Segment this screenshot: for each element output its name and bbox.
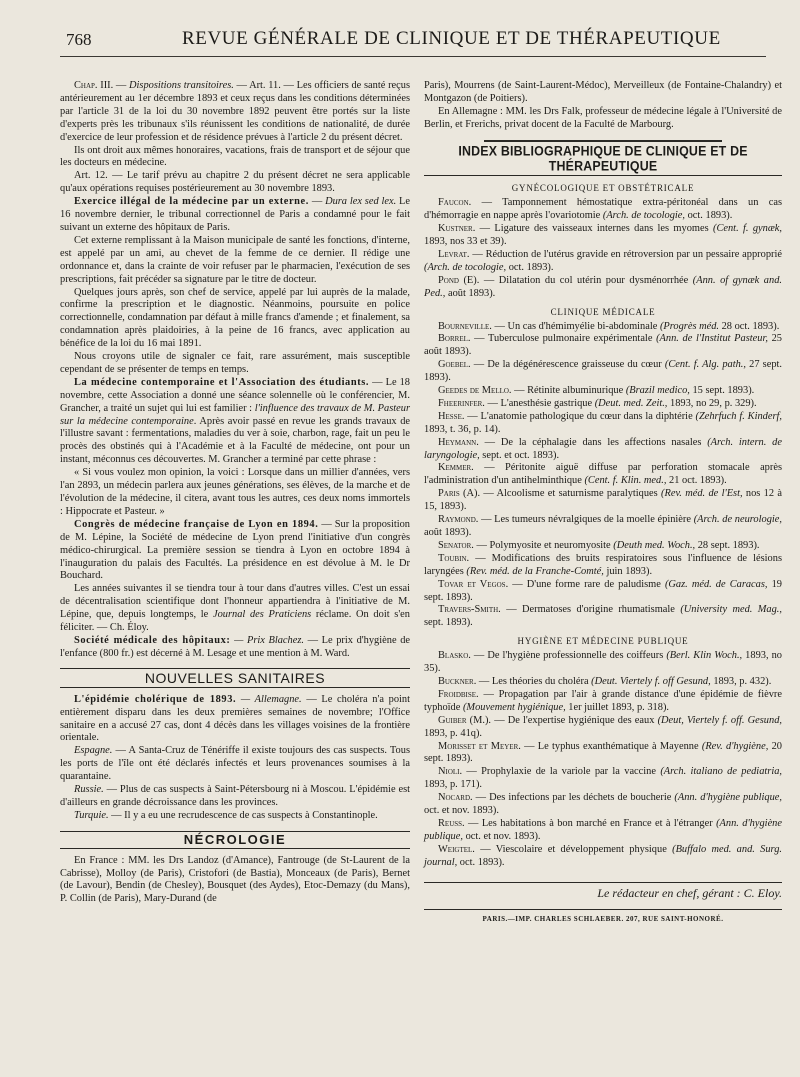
paragraph: Paris), Mourrens (de Saint-Laurent-Médoc), Merveilleux (de Fontaine-Chalandry) et Montgazon (de Poitiers). [424,80,782,104]
entry-text: — De la céphalagie dans les affections nasales [478,436,708,448]
index-entry [424,579,782,605]
entry-rest: oct. 1893). [457,856,505,868]
entry-source: (Arch. de tocologie, [602,210,686,222]
article-contemporaine: La médecine contemporaine et l'Association des étudiants. — Le 18 novembre, cette Association a donné une séance solennelle où le conférencier, M. Grancher, a traité un sujet qui lui est familier : l'influence des travaux de M. Pasteur sur la médecine contemporaine. Après avoir passé en revue les grands travaux de l'illustre savant : fermentations, maladies du ver à soie, charbon, rage, fait un peu le procès des obstinés qui à l'Académie et à la Faculté de médecine, ont pour un instant, méconnus ces découvertes. M. Grancher a terminé par cette phrase : [60,376,411,466]
index-entry [424,715,782,741]
entry-rest: 1er juillet 1893, p. 318). [565,701,670,713]
entry-author: Froidbise. [438,688,479,700]
entry-rest: 1893, no 29, p. 329). [667,397,757,409]
entry-author: Nocard. [438,792,473,804]
entry-source: (Mouvement hygiénique, [462,701,566,713]
entry-source: (Progrès méd. [659,320,719,332]
entry-author: Pond (E). [438,274,480,286]
quote: « Si vous voulez mon opinion, la voici : Lorsque dans un millier d'années, vers l'an 2893, un médecin parlera aux jeunes générations, ses élèves, de la marche et de l'évolution de la médecine, il citera, avant tous les autres, ces deux noms immortels : Hippocrate et Pasteur. » [60,467,410,517]
entry-text: — Viescolaire et développement physique [474,843,673,855]
entry-source: (Cent. f. Alg. path., [664,359,746,371]
index-entry [424,818,782,844]
entry-text: — Modifications des bruits respiratoires sous l'influence de lésions laryngées [424,552,782,577]
index-entry [424,359,782,385]
page-header [60,28,766,54]
entry-source: (Buffalo med. and. Surg. journal, [424,843,783,868]
right-column [424,80,782,926]
article-exercice: Exercice illégal de la médecine par un externe. — Dura lex sed lex. Le 16 novembre dernier, le tribunal correctionnel de Paris a condamné pour le fait suivant un externe des hôpitaux de Paris. [60,196,411,233]
index-entry [424,766,782,792]
entry-rest: 15 sept. 1893). [689,385,755,397]
printer-imprint: PARIS.—IMP. CHARLES SCHLAEBER. 207, RUE SAINT-HONORÉ. [424,909,782,926]
entry-source: (Arch. de tocologie, [424,261,507,273]
index-heading: INDEX BIBLIOGRAPHIQUE DE CLINIQUE ET DE THÉRAPEUTIQUE [458,142,748,174]
entry-author: Guiber (M.). [438,714,492,726]
entry-author: Kustner. [438,223,476,235]
article-epidemie: L'épidémie cholérique de 1893. — Allemagne. — Le choléra n'a point entièrement disparu dans les deux premières semaines de novembre; l'Office sanitaire en a accusé 27 cas, dont 4 décès dans les villages voisines de la frontière orientale. [60,693,411,744]
entry-rest: 1893, t. 36, p. 14). [424,423,501,435]
entry-author: Nioli. [438,766,463,778]
entry-text: — Polymyosite et neuromyosite [473,539,614,551]
index-entry [424,650,782,676]
entry-text: — Un cas d'hémimyélie bi-abdominale [491,320,660,332]
entry-text: — Tamponnement hémostatique extra-péritonéal dans un cas d'hémorragie en nappe après l'ovariotomie [424,197,782,222]
entry-rest: sept. 1893). [424,617,473,629]
entry-text: — Alcoolisme et saturnisme paralytiques [480,488,662,500]
entry-source: (Ann. de l'Institut Pasteur, [656,333,768,345]
index-rule [424,175,782,176]
index-entry [424,540,782,553]
entry-rest: 1893, p. 171). [424,779,483,791]
entry-author: Faucon. [438,197,472,209]
entry-source: (Deuth med. Woch., [613,539,696,551]
entry-author: Morisset et Meyer. [438,740,521,752]
entry-text: — Des infections par les déchets de boucherie [472,792,675,804]
section-heading-necrologie: NÉCROLOGIE [60,831,410,849]
index-entry [424,249,782,275]
editor-signature: Le rédacteur en chef, gérant : C. Eloy. [424,882,782,900]
index-entry [424,411,782,437]
entry-rest: oct. 1893). [685,210,733,222]
paragraph: Quelques jours après, son chef de service, appelé par lui auprès de la malade, confirme la prescription et le diagnostic. Néanmoins, poursuite en police correctionnelle, condamnation par défaut à mille francs d'amende ; et finalement, sa condamnation après plaidoiries, à la peine de 16 francs, avec application au bénéfice de la loi du 16 mai 1891. [60,286,410,350]
index-subheading: GYNÉCOLOGIQUE ET OBSTÉTRICALE [511,183,695,194]
entry-author: Toubin. [438,552,470,564]
entry-text: — De l'expertise hygiénique des eaux [491,714,658,726]
entry-source: (Brazil medico, [625,385,690,397]
running-title: REVUE GÉNÉRALE DE CLINIQUE ET DE THÉRAPEUTIQUE [182,28,721,49]
entry-source: (Zehrfuch f. Kinderf, [695,410,782,422]
index-entry [424,741,782,767]
entry-author: Paris (A). [438,488,481,500]
paragraph: En Allemagne : MM. les Drs Falk, professeur de médecine légale à l'Université de Berlin, et Frerichs, privat docent de la Faculté de Marbourg. [424,105,782,130]
paragraph: Les années suivantes il se tiendra tour à tour dans d'autres villes. C'est un essai de décentralisation scientifique dont l'honneur appartiendra à l'initiative de M. Lépine, que, depuis longtemps, le Journal des Praticiens réclame. On doit s'en féliciter. — Ch. Éloy. [60,583,410,634]
index-entry [424,676,782,689]
index-subheading: CLINIQUE MÉDICALE [550,306,656,317]
entry-rest: août 1893). [445,287,496,299]
entry-source: (Rev. méd. de la Franche-Comté, [466,565,604,577]
entry-rest: 20 sept. 1893). [424,740,782,765]
chapter-paragraph: Chap. III. — Dispositions transitoires. — Art. 11. — Les officiers de santé reçus antérieurement au 1er décembre 1893 et ceux reçus dans les conditions déterminées par l'article 31 de la loi du 30 novembre 1892 peuvent être portés sur la liste d'experts près les tribunaux s'ils réunissent les conditions de nationalité, de durée d'exercice de leur profession et de résidence prévues à l'article 2 du présent décret. [60,80,410,143]
paragraph: Nous croyons utile de signaler ce fait, rare assurément, mais susceptible cependant de se présenter de temps en temps. [60,351,410,375]
entry-source: (Arch. intern. de laryngologie, [424,436,782,461]
entry-author: Weigtel. [438,843,475,855]
index-entry [424,197,782,223]
entry-source: (Gaz. méd. de Caracas, [664,578,768,590]
entry-rest: 1893, p. 41q). [424,727,483,739]
entry-author: Fheerinfer. [438,397,485,409]
necrologie-paragraph: En France : MM. les Drs Landoz (d'Amance), Fantrouge (de St-Laurent de la Cabrisse), Molloy (de Paris), Cristofori (de Bastia), Monceaux (de Paris), Bernet (de Lavour), Bendin (de Chesley), Bousquet (des Aydes), Etoc-Demazy (du Mans), P. Collin (de Paris), Mary-Durand (de [60,854,410,905]
entry-text: — Les habitations à bon marché en France et à l'étranger [464,817,717,829]
index-entry [424,514,782,540]
entry-author: Blasko. [438,650,471,662]
entry-text: — Les tumeurs névralgiques de la moelle épinière [478,514,694,526]
entry-text: — Péritonite aiguë diffuse par perforation stomacale après l'administration d'un antihelminthique [424,462,782,487]
index-subheading: HYGIÈNE ET MÉDECINE PUBLIQUE [517,636,689,647]
entry-rest: sept. et oct. 1893). [479,449,560,461]
entry-rest: 1893, p. 432). [710,675,772,687]
index-entry [424,385,782,398]
entry-rest: 1893, no 35). [424,650,782,675]
entry-text: — Les théories du choléra [476,675,592,687]
entry-source: (Rev. méd. de l'Est, [661,488,743,500]
entry-text: — Tuberculose pulmonaire expérimentale [470,333,657,345]
entry-source: (Ann. d'hygiène publique, [674,792,783,804]
entry-source: (Berl. Klin Woch., [666,650,743,662]
entry-rest: 1893, nos 33 et 39). [424,236,507,248]
entry-text: — De la dégénérescence graisseuse du cœur [470,359,665,371]
entry-source: (Arch. italiano de pediatria, [660,766,782,778]
entry-rest: oct. et nov. 1893). [424,805,499,817]
entry-source: (Deut, Viertely f. off. Gesund, [657,714,782,726]
entry-rest: oct. et nov. 1893). [462,830,541,842]
entry-author: Levrat. [438,248,470,260]
entry-rest: 19 sept. 1893). [424,578,782,603]
article-congres: Congrès de médecine française de Lyon en 1894. — Sur la proposition de M. Lépine, la Société de médecine de Lyon prend l'initiative d'un congrès médico-chirurgical. La première session se tiendra à Lyon en octobre 1894 à l'inauguration du palais des Facultés. La présidence en est dévolue à M. le Dr Bouchard. [60,518,410,582]
entry-author: Buckner. [438,675,477,687]
entry-source: (Cent. f. gynæk, [712,223,782,235]
entry-rest: août 1893). [424,527,472,538]
entry-author: Raymond. [438,514,479,526]
paragraph: Art. 12. — Le tarif prévu au chapitre 2 du présent décret ne sera applicable qu'aux opérations requises postérieurement au 30 novembre 1893. [60,170,410,195]
entry-author: Kemmer. [438,462,474,474]
index-entry [424,223,782,249]
entry-text: — Propagation par l'air à grande distance d'une épidémie de fièvre typhoïde [424,688,782,713]
index-entry [424,398,782,411]
paragraph: Ils ont droit aux mêmes honoraires, vacations, frais de transport et de séjour que les docteurs en médecine. [60,144,410,169]
index-entry [424,553,782,579]
entry-rest: 27 sept. 1893). [424,359,782,384]
index-entry [424,792,782,818]
entry-source: (University med. Mag., [680,604,783,616]
entry-author: Reuss. [438,817,465,829]
entry-source: (Rev. d'hygiène, [701,740,769,752]
index-entry [424,462,782,488]
entry-author: Geedes de Mello. [438,385,512,397]
entry-source: (Deut. Viertely f. off Gesund, [591,675,711,687]
entry-rest: 28 sept. 1893). [695,539,760,551]
entry-author: Travers-Smith. [438,604,501,616]
page-number: 768 [66,30,92,49]
entry-author: Senator. [438,539,474,551]
left-column [60,80,410,906]
entry-text: — D'une forme rare de paludisme [508,578,665,590]
entry-rest: 25 août 1893). [424,333,782,358]
entry-rest: oct. 1893). [506,261,554,273]
entry-text: — L'anatomie pathologique du cœur dans la diphtérie [464,410,696,422]
section-heading-nouvelles: NOUVELLES SANITAIRES [60,668,410,688]
paragraph: Espagne. — A Santa-Cruz de Ténériffe il existe toujours des cas suspects. Tous les ports de l'île ont été déclarés infectés et leurs provenances soumises à la quarantaine. [60,745,410,783]
paragraph: Russie. — Plus de cas suspects à Saint-Pétersbourg ni à Moscou. L'épidémie est d'ailleurs en grande décroissance dans les provinces. [60,784,410,808]
entry-text: — Dermatoses d'origine rhumatismale [500,604,681,616]
entry-author: Heymann. [438,436,479,448]
index-entry [424,321,782,334]
entry-source: (Ann. d'hygiène publique, [424,817,782,842]
entry-text: — Le typhus exanthématique à Mayenne [520,740,702,752]
entry-rest: nos 12 à 15, 1893). [424,488,782,513]
entry-author: Tovar et Vegos. [438,578,509,590]
header-rule [60,56,766,57]
entry-text: — De l'hygiène professionnelle des coiffeurs [470,650,667,662]
entry-source: (Arch. de neurologie, [693,514,782,526]
entry-author: Borrel. [438,333,471,345]
entry-rest: juin 1893). [603,565,653,577]
paragraph: Turquie. — Il y a eu une recrudescence de cas suspects à Constantinople. [74,809,378,821]
index-entry [424,689,782,715]
index-sections [424,182,782,869]
index-top-rule [484,140,722,142]
index-entry [424,437,782,463]
paragraph: Cet externe remplissant à la Maison municipale de santé les fonctions, d'interne, est appelé par un ami, au chevet de la femme de ce dernier. Il rédige une ordonnance et, dans la crainte de voir refuser par le pharmacien, l'exécution de ses prescriptions, fait précéder sa signature par le titre de docteur. [60,234,410,285]
index-entry [424,604,782,630]
entry-rest: 28 oct. 1893). [719,320,780,332]
entry-text: — L'anesthésie gastrique [484,397,595,409]
entry-source: (Ann. of gynæk and. Ped., [424,274,782,299]
entry-author: Bourneville. [438,320,492,332]
entry-text: — Réduction de l'utérus gravide en rétroversion par un pessaire approprié [469,248,782,260]
entry-author: Goebel. [438,359,471,371]
entry-text: — Rétinite albuminurique [511,385,626,397]
index-entry [424,488,782,514]
entry-text: — Ligature des vaisseaux internes dans les myomes [475,223,713,235]
entry-text: — Prophylaxie de la variole par la vaccine [462,766,661,778]
entry-text: — Dilatation du col utérin pour dysménorrhée [479,274,693,286]
index-entry [424,333,782,359]
index-entry [424,275,782,301]
entry-author: Hesse. [438,410,465,422]
entry-rest: 21 oct. 1893). [666,475,727,487]
entry-source: (Cent. f. Klin. med., [584,475,667,487]
article-societe: Société médicale des hôpitaux: — Prix Blachez. — Le prix d'hygiène de l'enfance (800 fr.) est décerné à M. Lesage et une mention à M. Ward. [60,634,410,659]
index-entry [424,844,782,870]
entry-source: (Deut. med. Zeit., [594,397,668,409]
